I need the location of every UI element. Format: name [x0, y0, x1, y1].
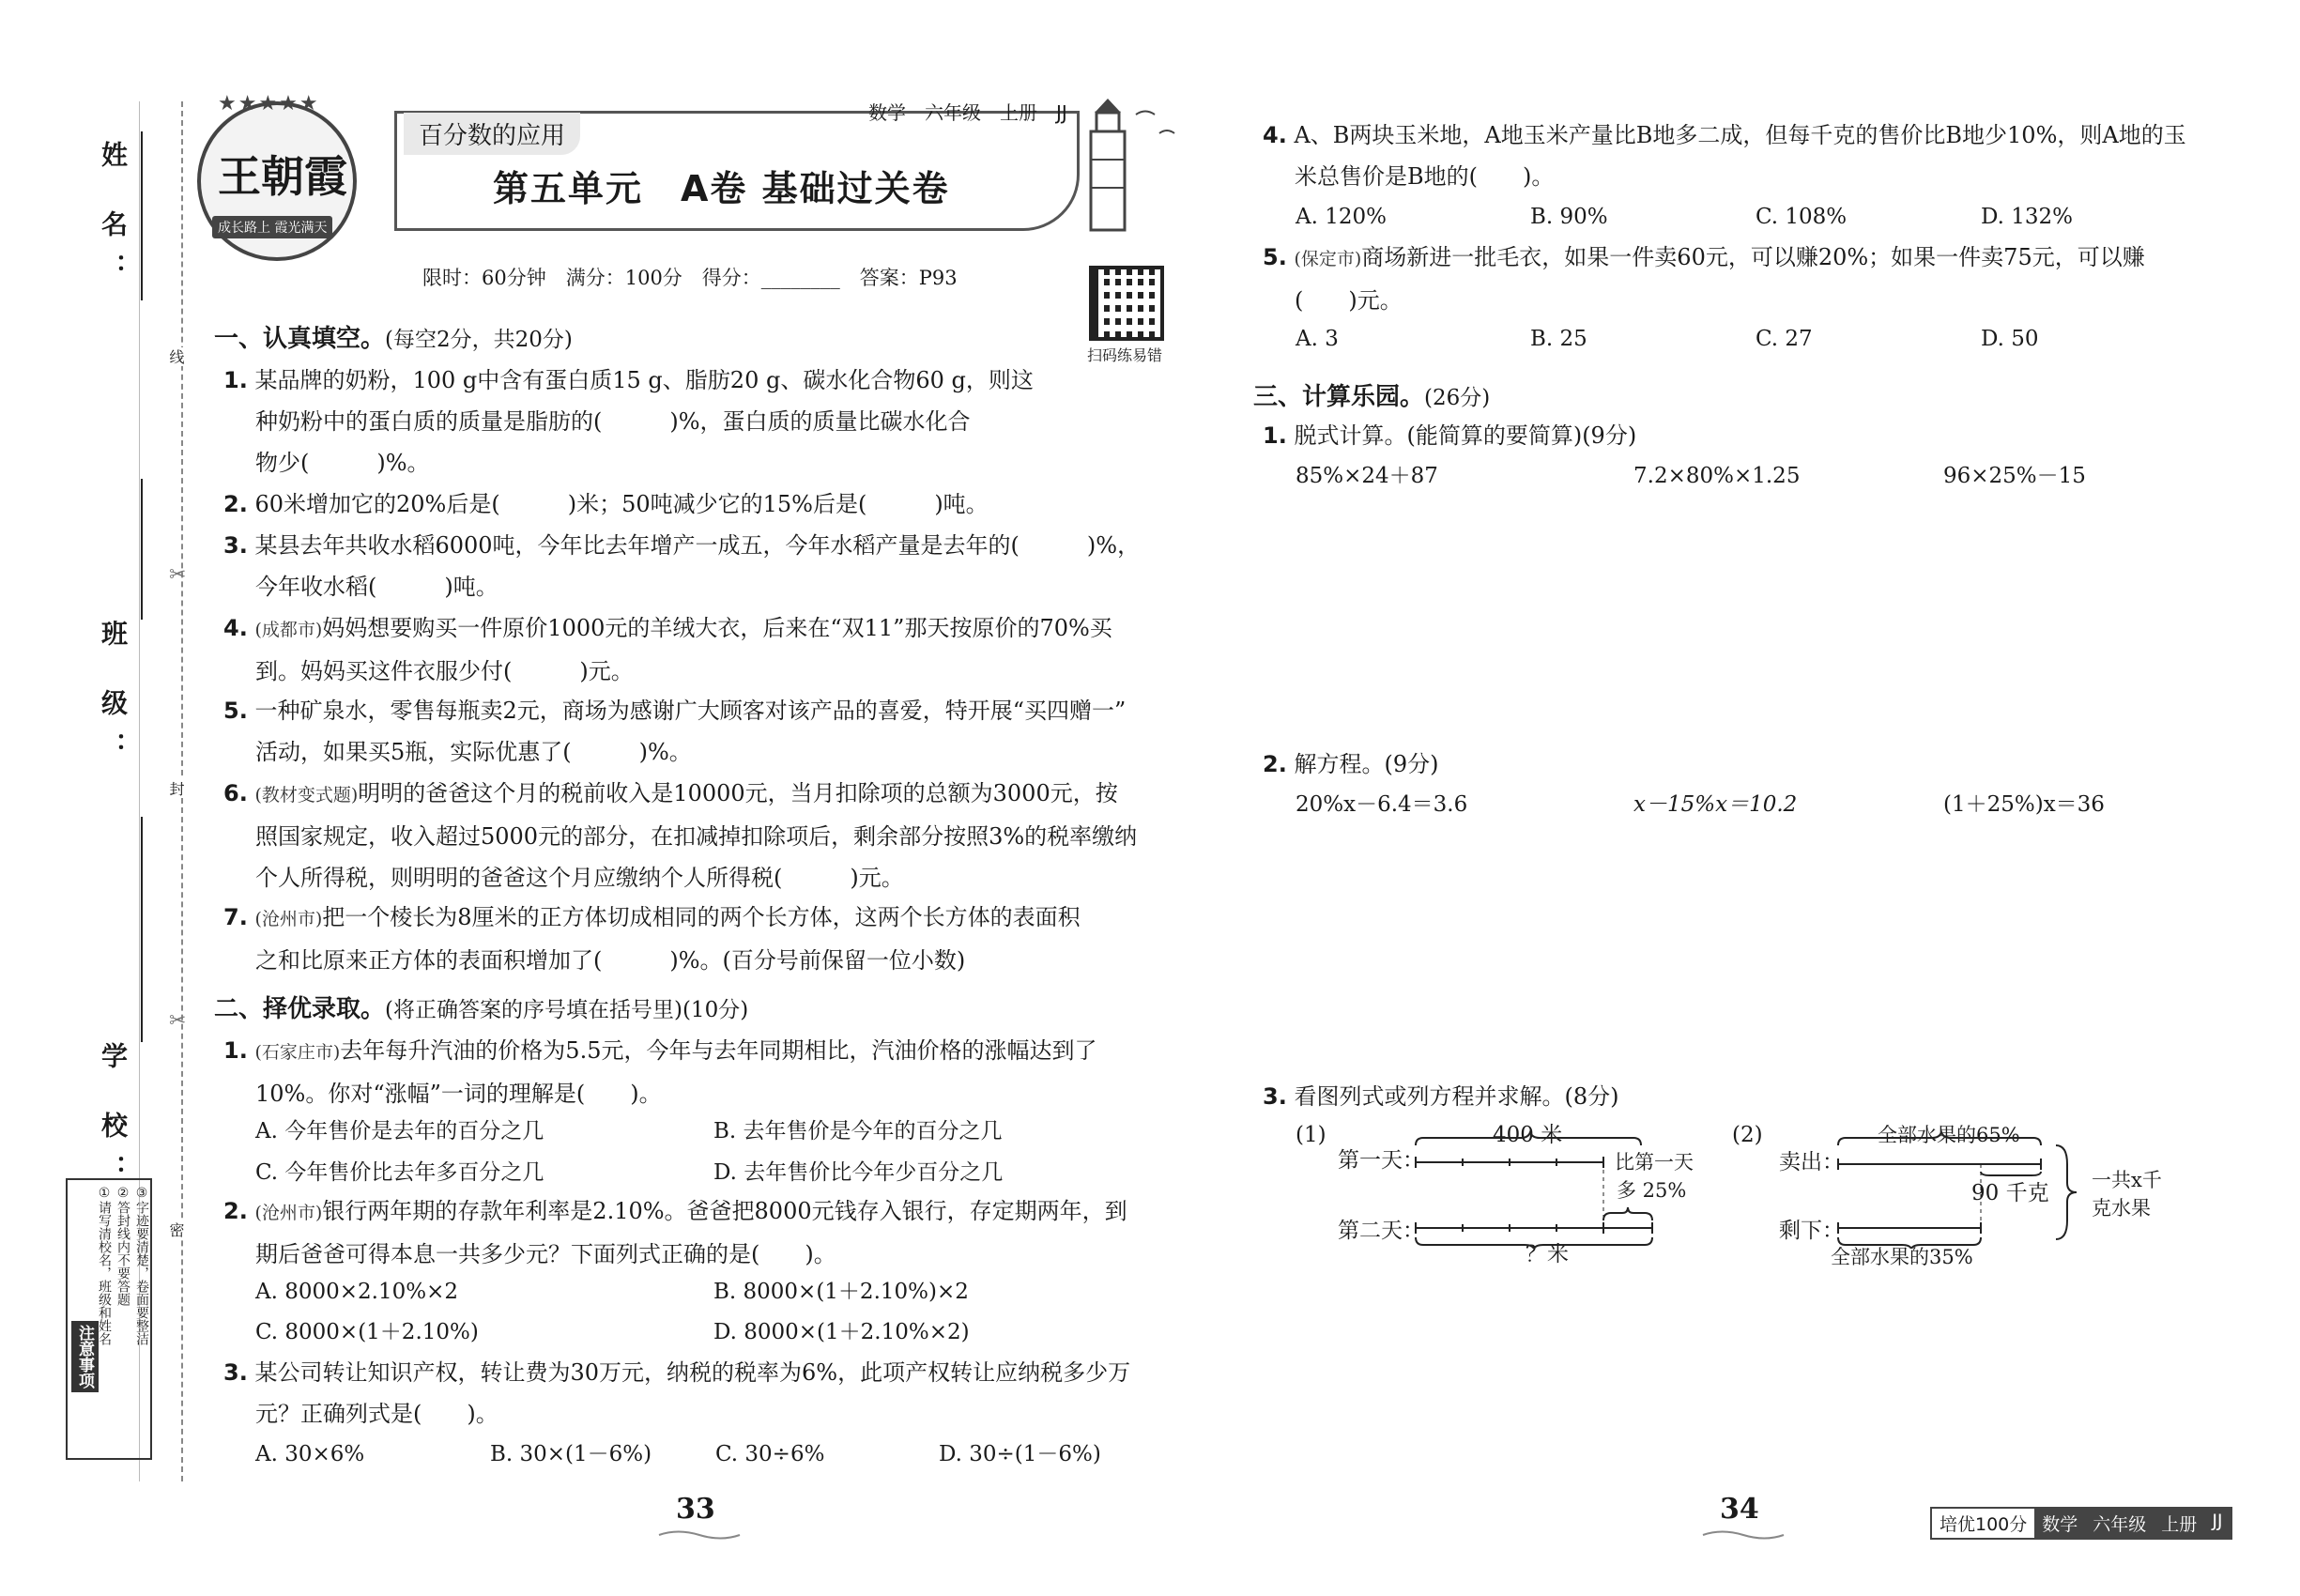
- option-d[interactable]: D. 132%: [1981, 205, 2073, 229]
- class-label: 班 级：: [98, 620, 129, 775]
- question-2-3: 3. 某公司转让知识产权，转让费为30万元，纳税的税率为6%，此项产权转让应纳税多少万 元？正确列式是( )。: [223, 1359, 1131, 1427]
- cut-mark-2: 封: [167, 781, 185, 796]
- left-label: 剩下：: [1779, 1219, 1844, 1243]
- problem-3-1-title: 1. 脱式计算。(能简算的要简算)(9分): [1263, 422, 1637, 449]
- scissors-icon: ✂: [169, 563, 187, 587]
- page-title: 第五单元 A卷 基础过关卷: [493, 168, 950, 209]
- note-item: ②答封线内不要答题: [115, 1186, 130, 1306]
- increase-label-2: 多 25%: [1617, 1179, 1687, 1202]
- question-1-2: 2. 60米增加它的20%后是( )米；50吨减少它的15%后是( )吨。: [223, 491, 989, 517]
- section-2-heading: [214, 990, 748, 1024]
- topic-tag: 百分数的应用: [404, 113, 580, 155]
- total-label-1: 一共x千: [2092, 1169, 2162, 1191]
- option-c[interactable]: C. 今年售价比去年多百分之几: [255, 1160, 544, 1185]
- exam-info: 限时：60分钟 满分：100分 得分：________ 答案：P93: [422, 267, 958, 289]
- expression: 7.2×80%×1.25: [1633, 464, 1801, 488]
- logo-slogan: 成长路上 霞光满天: [212, 216, 332, 238]
- question-2-2: 2. (沧州市)银行两年期的存款年利率是2.10%。爸爸把8000元钱存入银行，存定期两年，到 期后爸爸可得本息一共多少元？下面列式正确的是( )。: [223, 1198, 1127, 1267]
- option-c[interactable]: C. 8000×(1＋2.10%): [255, 1320, 479, 1344]
- book-meta: 数学 六年级 上册 JJ: [868, 101, 1067, 124]
- question-1-7: 7. (沧州市)把一个棱长为8厘米的正方体切成相同的两个长方体，这两个长方体的表面积 之和比原来正方体的表面积增加了( )%。(百分号前保留一位小数): [223, 904, 1081, 974]
- segment-diagram-2: [1831, 1127, 2093, 1249]
- option-d[interactable]: D. 30÷(1－6%): [939, 1442, 1101, 1466]
- section-3-note: (26分): [1424, 386, 1491, 410]
- total-label-2: 克水果: [2092, 1197, 2151, 1220]
- name-label: 姓 名：: [98, 141, 129, 297]
- day1-length: 400 米: [1493, 1123, 1563, 1147]
- increase-label-1: 比第一天: [1615, 1151, 1694, 1174]
- option-c[interactable]: C. 108%: [1756, 205, 1848, 229]
- question-1-3: 3. 某县去年共收水稻6000吨，今年比去年增产一成五，今年水稻产量是去年的( )%， 今年收水稻( )吨。: [223, 532, 1141, 600]
- expression: 85%×24＋87: [1296, 464, 1438, 488]
- diagram-1-tag: (1): [1296, 1123, 1326, 1147]
- school-underline: [141, 817, 143, 1042]
- question-2-5: 5. (保定市)商场新进一批毛衣，如果一件卖60元，可以赚20%；如果一件卖75元，可以赚 ( )元。: [1263, 244, 2145, 314]
- weight-label: 90 千克: [1971, 1181, 2049, 1205]
- question-1-4: 4. (成都市)妈妈想要购买一件原价1000元的羊绒大衣，后来在“双11”那天按原价的70%买 到。妈妈买这件衣服少付( )元。: [223, 615, 1112, 684]
- problem-3-2-title: 2. 解方程。(9分): [1263, 751, 1439, 777]
- day2-label: 第二天：: [1338, 1219, 1424, 1243]
- class-field[interactable]: [94, 620, 131, 775]
- question-1-6: 6. (教材变式题)明明的爸爸这个月的税前收入是10000元，当月扣除项的总额为3000元，按 照国家规定，收入超过5000元的部分，在扣减掉扣除项后，剩余部分按照3%的税率缴纳 个人所得税，则明明的爸爸这个月应缴纳个人所得税( )元。: [223, 780, 1138, 891]
- series-badge: 培优100分 数学 六年级 上册 JJ: [1930, 1507, 2232, 1540]
- cut-mark-1: 线: [167, 349, 185, 364]
- section-2-title: 二、择优录取。: [214, 995, 386, 1023]
- segment-diagram-1: [1408, 1127, 1662, 1249]
- school-field[interactable]: [94, 1042, 131, 1198]
- option-a[interactable]: A. 3: [1296, 327, 1339, 351]
- option-a[interactable]: A. 30×6%: [255, 1442, 365, 1466]
- brand-logo: [197, 92, 357, 261]
- notes-title: 注意事项: [71, 1321, 99, 1392]
- expression: 96×25%－15: [1943, 464, 2086, 488]
- option-a[interactable]: A. 今年售价是去年的百分之几: [255, 1119, 544, 1143]
- notes-box: [66, 1178, 152, 1460]
- sold-label: 卖出：: [1779, 1150, 1844, 1174]
- question-1-5: 5. 一种矿泉水，零售每瓶卖2元，商场为感谢广大顾客对该产品的喜爱，特开展“买四赠一” 活动，如果买5瓶，实际优惠了( )%。: [223, 698, 1127, 765]
- section-1-note: (每空2分，共20分): [385, 328, 573, 352]
- school-label: 学 校：: [98, 1042, 129, 1198]
- day1-label: 第一天：: [1338, 1148, 1424, 1173]
- section-1-heading: [214, 319, 573, 354]
- page-number-right: 34: [1720, 1493, 1759, 1526]
- option-a[interactable]: A. 120%: [1296, 205, 1387, 229]
- note-item: ③字迹要清楚，卷面要整洁: [134, 1186, 149, 1345]
- section-3-title: 三、计算乐园。: [1253, 383, 1425, 411]
- unknown-length: ？米: [1526, 1242, 1569, 1266]
- note-item: ①请写清校名，班级和姓名: [97, 1186, 112, 1345]
- option-b[interactable]: B. 25: [1530, 327, 1587, 351]
- page-ornament: [657, 1528, 742, 1542]
- option-d[interactable]: D. 8000×(1＋2.10%×2): [713, 1320, 970, 1344]
- left-percent: 全部水果的35%: [1831, 1246, 1973, 1268]
- option-a[interactable]: A. 8000×2.10%×2: [255, 1280, 459, 1304]
- question-2-4: 4. A、B两块玉米地，A地玉米产量比B地多二成，但每千克的售价比B地少10%，则A地的玉 米总售价是B地的( )。: [1263, 122, 2186, 190]
- lighthouse-icon: [1070, 94, 1183, 235]
- equation: (1＋25%)x＝36: [1943, 792, 2105, 817]
- section-2-note: (将正确答案的序号填在括号里)(10分): [385, 998, 749, 1022]
- option-d[interactable]: D. 50: [1981, 327, 2039, 351]
- class-underline: [141, 479, 143, 620]
- question-2-1: 1. (石家庄市)去年每升汽油的价格为5.5元，今年与去年同期相比，汽油价格的涨幅达到了 10%。你对“涨幅”一词的理解是( )。: [223, 1037, 1097, 1107]
- option-b[interactable]: B. 8000×(1＋2.10%)×2: [713, 1280, 969, 1304]
- option-b[interactable]: B. 30×(1－6%): [490, 1442, 652, 1466]
- problem-3-3-title: 3. 看图列式或列方程并求解。(8分): [1263, 1083, 1619, 1110]
- sold-percent: 全部水果的65%: [1878, 1124, 2020, 1146]
- qr-caption: 扫码练易错: [1087, 346, 1163, 364]
- section-3-heading: [1253, 377, 1490, 412]
- option-c[interactable]: C. 30÷6%: [715, 1442, 825, 1466]
- logo-text: 王朝霞: [218, 151, 347, 202]
- qr-code[interactable]: [1089, 266, 1164, 341]
- question-1-1: 1. 某品牌的奶粉，100 g中含有蛋白质15 g、脂肪20 g、碳水化合物60 g，则这 种奶粉中的蛋白质的质量是脂肪的( )%，蛋白质的质量比碳水化合 物少( )%。: [223, 367, 1034, 476]
- scissors-icon: ✂: [169, 1009, 187, 1033]
- diagram-2-tag: (2): [1732, 1123, 1763, 1147]
- section-1-title: 一、认真填空。: [214, 325, 386, 353]
- option-b[interactable]: B. 90%: [1530, 205, 1608, 229]
- equation: 20%x－6.4＝3.6: [1296, 792, 1468, 817]
- option-c[interactable]: C. 27: [1756, 327, 1813, 351]
- name-field[interactable]: [94, 141, 131, 591]
- option-d[interactable]: D. 去年售价比今年少百分之几: [713, 1160, 1004, 1185]
- cut-mark-3: 密: [167, 1222, 185, 1237]
- name-underline: [141, 131, 143, 300]
- star-icon: ★★★★★: [218, 92, 320, 115]
- option-b[interactable]: B. 去年售价是今年的百分之几: [713, 1119, 1003, 1143]
- page-ornament: [1701, 1528, 1786, 1542]
- equation: x－15%x＝10.2: [1633, 792, 1798, 817]
- page-number-left: 33: [676, 1493, 715, 1526]
